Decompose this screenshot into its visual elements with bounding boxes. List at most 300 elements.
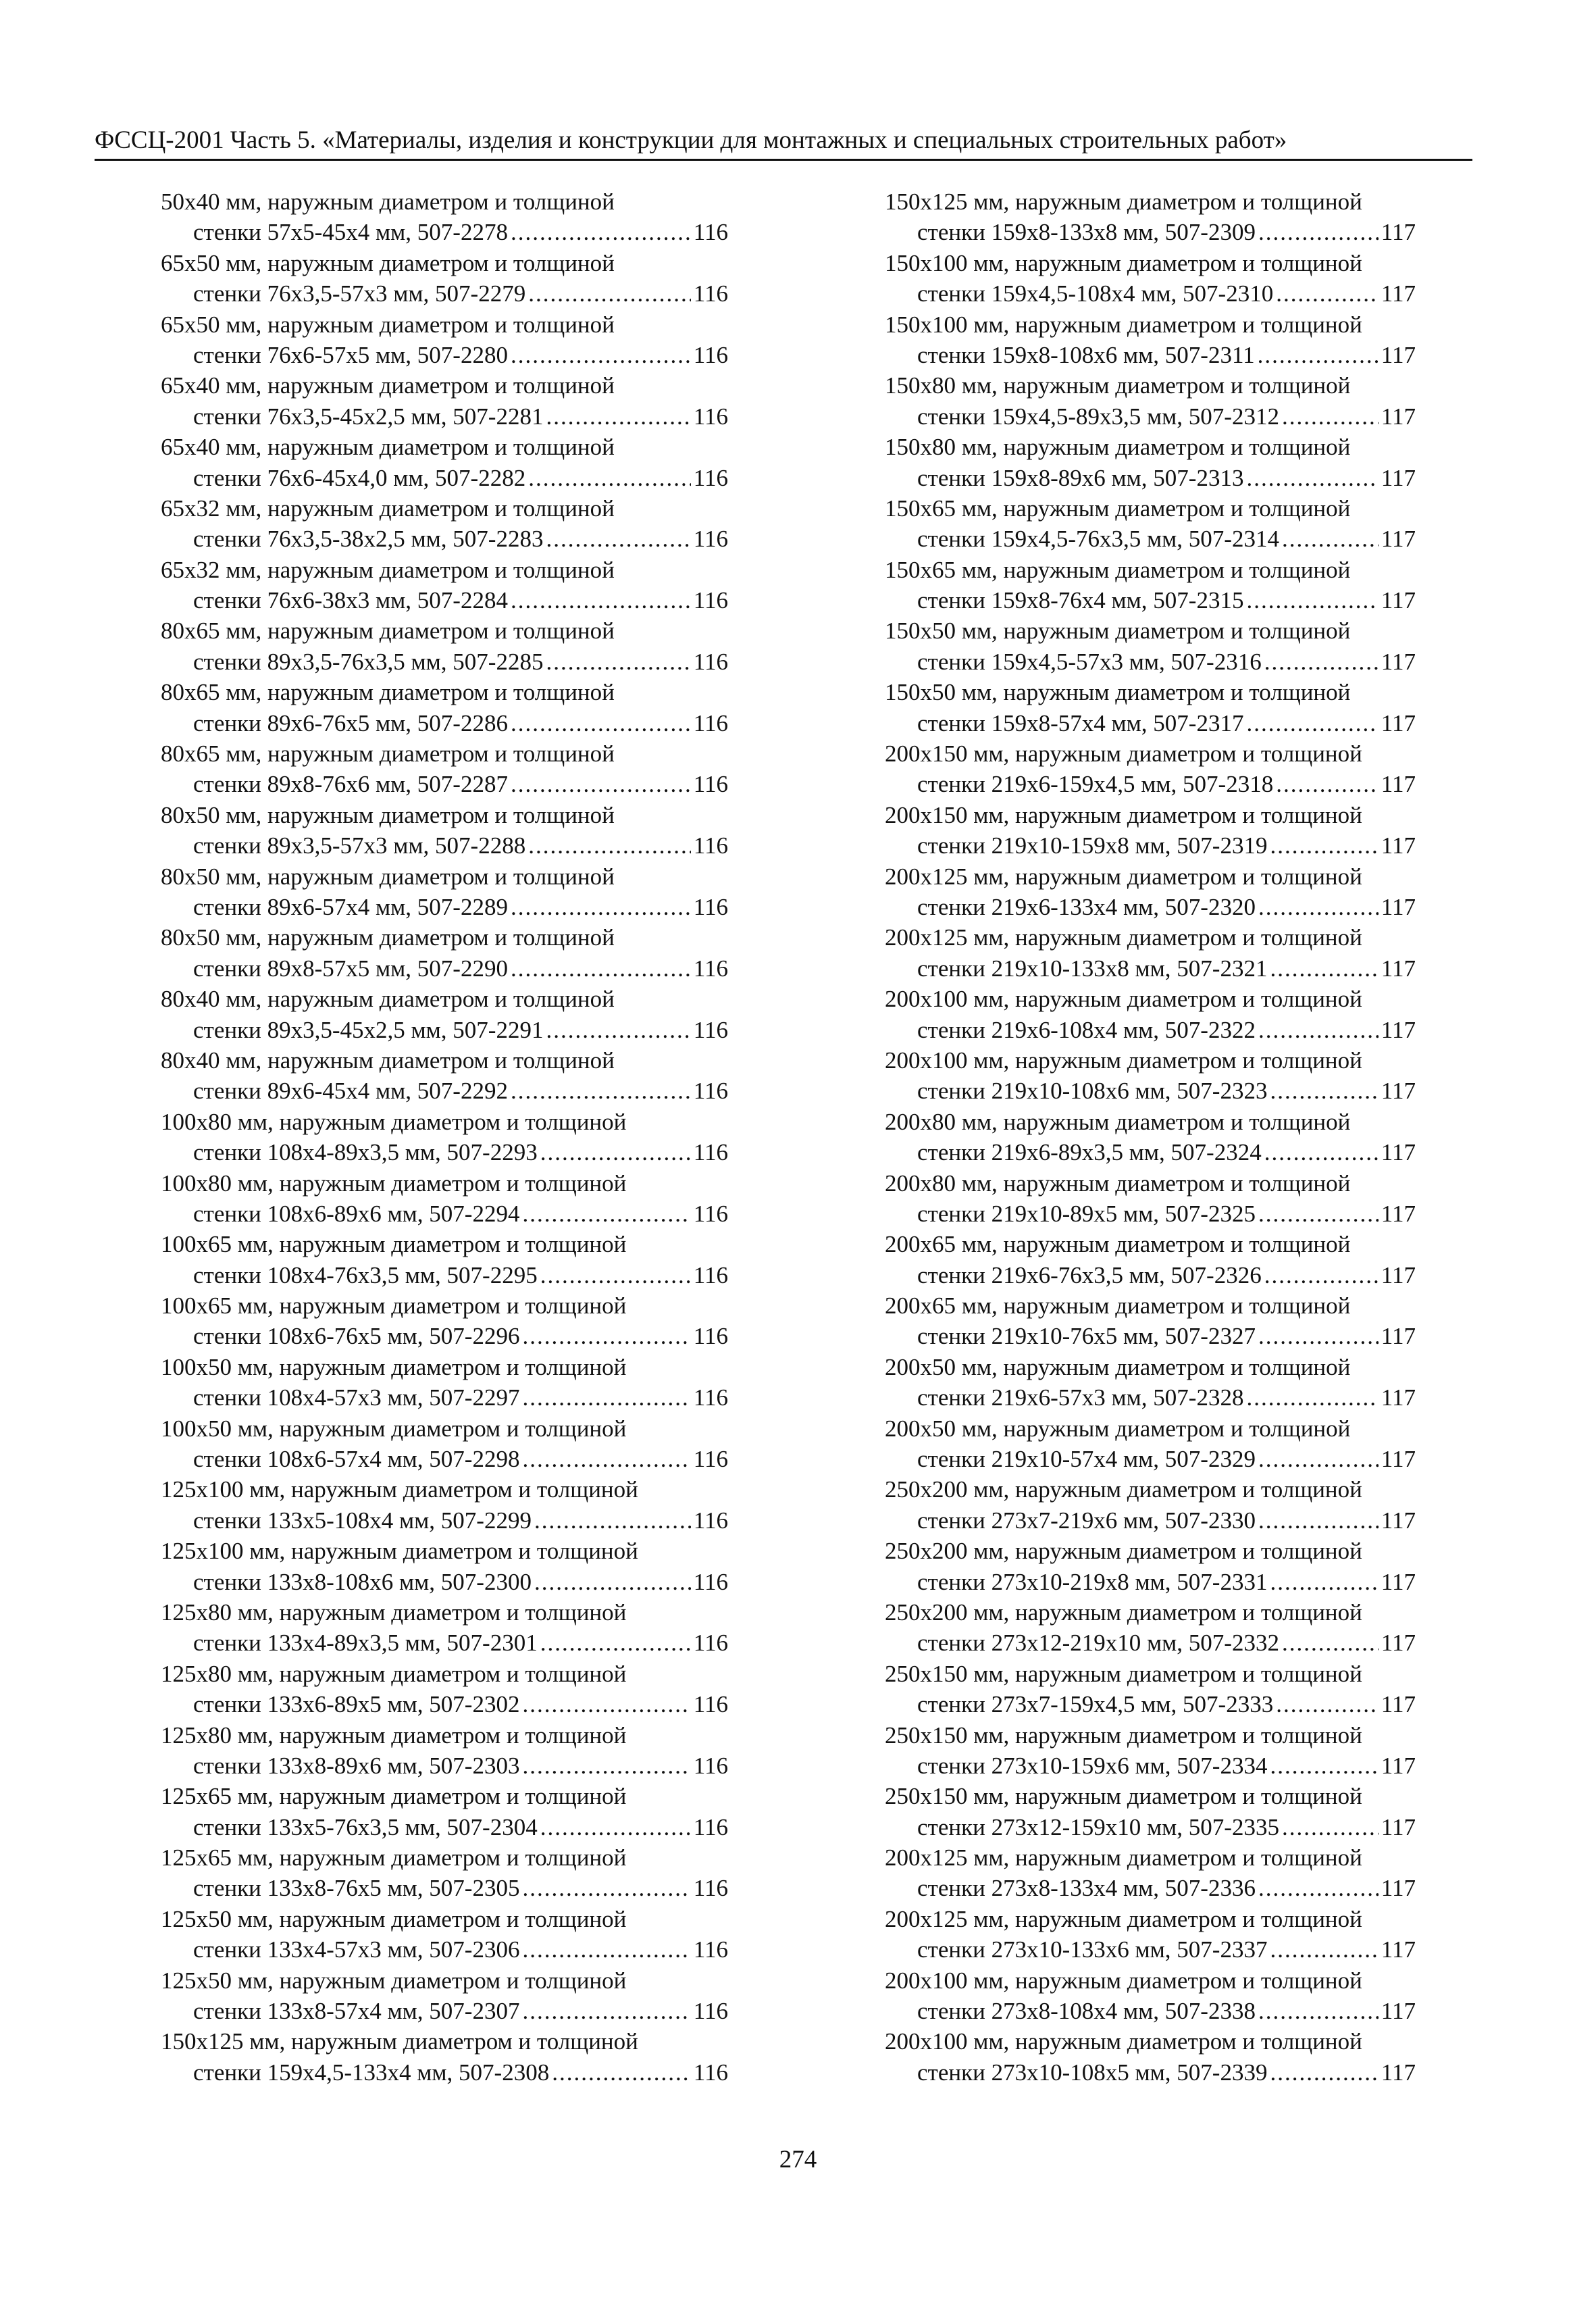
entry-title: 200x150 мм, наружным диаметром и толщиной bbox=[885, 801, 1362, 828]
index-entry bbox=[885, 922, 1416, 984]
entry-detail-line bbox=[161, 1628, 728, 1658]
entry-detail-line bbox=[161, 1015, 728, 1045]
entry-detail: стенки 108x6-76x5 мм, 507-2296 bbox=[193, 1323, 520, 1350]
entry-title: 150x65 мм, наружным диаметром и толщиной bbox=[885, 495, 1351, 522]
dot-leader bbox=[1264, 1260, 1379, 1290]
entry-detail-line bbox=[885, 892, 1416, 922]
index-entry bbox=[885, 1229, 1416, 1290]
entry-title: 80x65 мм, наружным диаметром и толщиной bbox=[161, 740, 615, 768]
dot-leader bbox=[1258, 340, 1379, 370]
entry-title: 200x100 мм, наружным диаметром и толщиной bbox=[885, 2028, 1362, 2055]
entry-title: 80x50 мм, наружным диаметром и толщиной bbox=[161, 863, 615, 890]
entry-detail: стенки 159x4,5-57x3 мм, 507-2316 bbox=[917, 648, 1262, 675]
entry-page: 117 bbox=[1381, 1384, 1416, 1411]
index-entry bbox=[885, 1536, 1416, 1597]
entry-page: 116 bbox=[693, 1813, 728, 1840]
entry-detail: стенки 219x6-57x3 мм, 507-2328 bbox=[917, 1384, 1244, 1411]
entry-detail-line bbox=[161, 217, 728, 247]
index-column-right bbox=[885, 186, 1416, 2088]
entry-detail-line bbox=[161, 401, 728, 432]
entry-detail-line bbox=[885, 708, 1416, 738]
entry-detail-line bbox=[161, 1199, 728, 1229]
entry-detail: стенки 273x12-219x10 мм, 507-2332 bbox=[917, 1630, 1279, 1657]
entry-page: 116 bbox=[693, 464, 728, 491]
entry-detail: стенки 108x6-89x6 мм, 507-2294 bbox=[193, 1200, 520, 1227]
entry-title: 200x100 мм, наружным диаметром и толщиной bbox=[885, 1967, 1362, 1994]
dot-leader bbox=[522, 1382, 690, 1413]
index-entry bbox=[161, 1168, 728, 1230]
entry-page: 117 bbox=[1381, 1507, 1416, 1534]
entry-detail-line bbox=[161, 1137, 728, 1167]
entry-title: 200x125 мм, наружным диаметром и толщиной bbox=[885, 863, 1362, 890]
entry-detail: стенки 219x10-89x5 мм, 507-2325 bbox=[917, 1200, 1256, 1227]
entry-detail: стенки 273x12-159x10 мм, 507-2335 bbox=[917, 1813, 1279, 1840]
dot-leader bbox=[528, 278, 691, 309]
entry-detail: стенки 108x4-76x3,5 мм, 507-2295 bbox=[193, 1261, 538, 1288]
entry-detail: стенки 133x8-108x6 мм, 507-2300 bbox=[193, 1568, 532, 1595]
dot-leader bbox=[534, 1505, 691, 1536]
dot-leader bbox=[522, 1321, 690, 1351]
entry-detail-line bbox=[885, 1567, 1416, 1597]
entry-detail-line bbox=[885, 401, 1416, 432]
entry-detail: стенки 76x6-57x5 мм, 507-2280 bbox=[193, 341, 508, 368]
entry-detail-line bbox=[885, 463, 1416, 493]
entry-detail-line bbox=[161, 463, 728, 493]
entry-detail: стенки 219x10-57x4 мм, 507-2329 bbox=[917, 1446, 1256, 1473]
entry-title: 125x100 мм, наружным диаметром и толщиной bbox=[161, 1538, 638, 1565]
dot-leader bbox=[1270, 2057, 1378, 2088]
dot-leader bbox=[522, 1751, 690, 1781]
dot-leader bbox=[534, 1567, 691, 1597]
dot-leader bbox=[511, 1076, 691, 1106]
entry-page: 117 bbox=[1381, 1752, 1416, 1779]
entry-detail-line bbox=[885, 2057, 1416, 2088]
entry-detail-line bbox=[885, 1199, 1416, 1229]
entry-title: 65x40 мм, наружным диаметром и толщиной bbox=[161, 434, 615, 461]
entry-title: 200x100 мм, наружным диаметром и толщиной bbox=[885, 1047, 1362, 1074]
entry-page: 116 bbox=[693, 1078, 728, 1105]
index-entry bbox=[161, 1352, 728, 1413]
entry-page: 116 bbox=[693, 280, 728, 307]
entry-detail: стенки 76x3,5-45x2,5 мм, 507-2281 bbox=[193, 403, 544, 430]
index-entry bbox=[161, 309, 728, 371]
entry-detail: стенки 89x3,5-57x3 мм, 507-2288 bbox=[193, 832, 526, 859]
entry-title: 100x65 мм, наружным диаметром и толщиной bbox=[161, 1292, 627, 1319]
entry-title: 125x100 мм, наружным диаметром и толщиной bbox=[161, 1476, 638, 1503]
index-entry bbox=[161, 677, 728, 738]
entry-detail-line bbox=[161, 708, 728, 738]
entry-title: 250x200 мм, наружным диаметром и толщиной bbox=[885, 1538, 1362, 1565]
entry-detail-line bbox=[161, 647, 728, 677]
entry-detail-line bbox=[161, 1321, 728, 1351]
index-entry bbox=[161, 432, 728, 493]
entry-title: 150x50 мм, наружным диаметром и толщиной bbox=[885, 679, 1351, 706]
dot-leader bbox=[1276, 278, 1379, 309]
dot-leader bbox=[511, 953, 691, 984]
index-entry bbox=[885, 555, 1416, 616]
entry-detail: стенки 159x4,5-89x3,5 мм, 507-2312 bbox=[917, 403, 1279, 430]
entry-title: 65x32 мм, наружным диаметром и толщиной bbox=[161, 495, 615, 522]
index-entry bbox=[885, 677, 1416, 738]
entry-page: 116 bbox=[693, 893, 728, 920]
index-entry bbox=[885, 738, 1416, 800]
entry-detail: стенки 89x3,5-76x3,5 мм, 507-2285 bbox=[193, 648, 544, 675]
entry-detail: стенки 159x8-133x8 мм, 507-2309 bbox=[917, 219, 1256, 246]
index-entry bbox=[885, 1045, 1416, 1107]
entry-page: 116 bbox=[693, 1691, 728, 1718]
entry-detail: стенки 89x8-76x6 мм, 507-2287 bbox=[193, 771, 508, 798]
entry-page: 117 bbox=[1381, 648, 1416, 675]
dot-leader bbox=[511, 708, 691, 738]
entry-detail-line bbox=[885, 278, 1416, 309]
entry-title: 150x100 мм, наружным диаметром и толщиной bbox=[885, 249, 1362, 276]
entry-page: 116 bbox=[693, 1936, 728, 1963]
entry-detail-line bbox=[885, 1015, 1416, 1045]
index-entry bbox=[885, 800, 1416, 861]
dot-leader bbox=[540, 1260, 691, 1290]
dot-leader bbox=[1258, 892, 1379, 922]
entry-page: 116 bbox=[693, 1568, 728, 1595]
entry-detail-line bbox=[161, 1751, 728, 1781]
entry-page: 116 bbox=[693, 219, 728, 246]
entry-title: 250x150 мм, наружным диаметром и толщиной bbox=[885, 1660, 1362, 1687]
entry-title: 200x125 мм, наружным диаметром и толщиной bbox=[885, 924, 1362, 951]
dot-leader bbox=[1246, 585, 1378, 615]
entry-page: 117 bbox=[1381, 1691, 1416, 1718]
entry-detail-line bbox=[885, 1137, 1416, 1167]
index-entry bbox=[161, 984, 728, 1045]
entry-page: 117 bbox=[1381, 1630, 1416, 1657]
entry-title: 125x80 мм, наружным диаметром и толщиной bbox=[161, 1660, 627, 1687]
entry-detail: стенки 133x4-89x3,5 мм, 507-2301 bbox=[193, 1630, 538, 1657]
entry-detail: стенки 219x10-76x5 мм, 507-2327 bbox=[917, 1323, 1256, 1350]
entry-title: 200x100 мм, наружным диаметром и толщиной bbox=[885, 986, 1362, 1013]
index-entry bbox=[161, 1965, 728, 2027]
dot-leader bbox=[522, 1873, 690, 1903]
entry-detail-line bbox=[885, 1321, 1416, 1351]
entry-title: 150x50 мм, наружным диаметром и толщиной bbox=[885, 618, 1351, 645]
entry-page: 117 bbox=[1381, 709, 1416, 736]
entry-title: 80x50 мм, наружным диаметром и толщиной bbox=[161, 801, 615, 828]
entry-page: 117 bbox=[1381, 587, 1416, 614]
entry-page: 117 bbox=[1381, 1446, 1416, 1473]
entry-detail: стенки 219x6-108x4 мм, 507-2322 bbox=[917, 1016, 1256, 1043]
dot-leader bbox=[1258, 217, 1379, 247]
entry-detail-line bbox=[885, 830, 1416, 861]
index-entry bbox=[161, 493, 728, 555]
entry-detail-line bbox=[885, 1444, 1416, 1474]
dot-leader bbox=[1282, 401, 1379, 432]
entry-page: 117 bbox=[1381, 1078, 1416, 1105]
entry-page: 117 bbox=[1381, 1936, 1416, 1963]
entry-page: 116 bbox=[693, 1630, 728, 1657]
entry-title: 200x80 мм, наружным диаметром и толщиной bbox=[885, 1108, 1351, 1135]
entry-detail: стенки 273x10-133x6 мм, 507-2337 bbox=[917, 1936, 1268, 1963]
entry-title: 100x65 мм, наружным диаметром и толщиной bbox=[161, 1231, 627, 1258]
entry-detail-line bbox=[885, 647, 1416, 677]
entry-page: 116 bbox=[693, 1875, 728, 1902]
entry-page: 117 bbox=[1381, 2059, 1416, 2086]
index-entry bbox=[161, 370, 728, 432]
entry-title: 150x65 мм, наружным диаметром и толщиной bbox=[885, 556, 1351, 583]
entry-page: 117 bbox=[1381, 1016, 1416, 1043]
entry-title: 100x80 мм, наружным диаметром и толщиной bbox=[161, 1108, 627, 1135]
index-entry bbox=[161, 922, 728, 984]
entry-page: 116 bbox=[693, 1200, 728, 1227]
entry-page: 117 bbox=[1381, 1261, 1416, 1288]
dot-leader bbox=[546, 524, 690, 554]
entry-page: 116 bbox=[693, 341, 728, 368]
index-entry bbox=[161, 2026, 728, 2088]
entry-detail-line bbox=[885, 1812, 1416, 1842]
entry-detail-line bbox=[161, 1444, 728, 1474]
dot-leader bbox=[546, 401, 690, 432]
entry-title: 125x50 мм, наружным диаметром и толщиной bbox=[161, 1967, 627, 1994]
index-entry bbox=[161, 1659, 728, 1720]
entry-detail: стенки 159x8-57x4 мм, 507-2317 bbox=[917, 709, 1244, 736]
entry-detail: стенки 133x5-108x4 мм, 507-2299 bbox=[193, 1507, 532, 1534]
entry-detail-line bbox=[885, 1076, 1416, 1106]
dot-leader bbox=[1258, 1996, 1379, 2026]
index-entry bbox=[161, 1229, 728, 1290]
entry-detail: стенки 89x3,5-45x2,5 мм, 507-2291 bbox=[193, 1016, 544, 1043]
entry-detail-line bbox=[161, 524, 728, 554]
entry-detail: стенки 76x6-45x4,0 мм, 507-2282 bbox=[193, 464, 526, 491]
entry-detail-line bbox=[161, 278, 728, 309]
entry-detail: стенки 219x6-89x3,5 мм, 507-2324 bbox=[917, 1139, 1262, 1166]
index-entry bbox=[161, 186, 728, 248]
entry-detail: стенки 219x10-159x8 мм, 507-2319 bbox=[917, 832, 1268, 859]
dot-leader bbox=[1258, 1444, 1379, 1474]
entry-title: 65x40 мм, наружным диаметром и толщиной bbox=[161, 372, 615, 399]
entry-detail-line bbox=[885, 1260, 1416, 1290]
entry-page: 117 bbox=[1381, 955, 1416, 982]
entry-title: 200x80 мм, наружным диаметром и толщиной bbox=[885, 1169, 1351, 1197]
entry-detail: стенки 76x6-38x3 мм, 507-2284 bbox=[193, 587, 508, 614]
entry-title: 250x200 мм, наружным диаметром и толщиной bbox=[885, 1599, 1362, 1626]
entry-title: 80x65 мм, наружным диаметром и толщиной bbox=[161, 679, 615, 706]
entry-title: 200x65 мм, наружным диаметром и толщиной bbox=[885, 1292, 1351, 1319]
entry-title: 150x80 мм, наружным диаметром и толщиной bbox=[885, 434, 1351, 461]
entry-page: 117 bbox=[1381, 832, 1416, 859]
entry-detail-line bbox=[885, 1628, 1416, 1658]
entry-title: 200x50 мм, наружным диаметром и толщиной bbox=[885, 1353, 1351, 1380]
entry-page: 117 bbox=[1381, 1568, 1416, 1595]
entry-page: 116 bbox=[693, 587, 728, 614]
entry-detail: стенки 133x8-89x6 мм, 507-2303 bbox=[193, 1752, 520, 1779]
entry-detail: стенки 89x6-76x5 мм, 507-2286 bbox=[193, 709, 508, 736]
entry-detail: стенки 219x10-133x8 мм, 507-2321 bbox=[917, 955, 1268, 982]
entry-detail: стенки 133x6-89x5 мм, 507-2302 bbox=[193, 1691, 520, 1718]
entry-title: 80x40 мм, наружным диаметром и толщиной bbox=[161, 986, 615, 1013]
entry-title: 125x65 мм, наружным диаметром и толщиной bbox=[161, 1844, 627, 1871]
entry-detail-line bbox=[885, 340, 1416, 370]
index-entry bbox=[885, 1659, 1416, 1720]
entry-detail: стенки 273x10-159x6 мм, 507-2334 bbox=[917, 1752, 1268, 1779]
dot-leader bbox=[1258, 1873, 1379, 1903]
entry-detail-line bbox=[161, 953, 728, 984]
entry-detail: стенки 57x5-45x4 мм, 507-2278 bbox=[193, 219, 508, 246]
entry-page: 117 bbox=[1381, 464, 1416, 491]
entry-title: 125x50 мм, наружным диаметром и толщиной bbox=[161, 1905, 627, 1932]
entry-detail-line bbox=[885, 1996, 1416, 2026]
index-entry bbox=[885, 2026, 1416, 2088]
entry-detail: стенки 108x4-57x3 мм, 507-2297 bbox=[193, 1384, 520, 1411]
entry-page: 116 bbox=[693, 709, 728, 736]
dot-leader bbox=[1258, 1321, 1379, 1351]
index-entry bbox=[161, 1413, 728, 1475]
entry-detail: стенки 133x4-57x3 мм, 507-2306 bbox=[193, 1936, 520, 1963]
index-entry bbox=[161, 1781, 728, 1842]
entry-detail-line bbox=[885, 217, 1416, 247]
entry-title: 65x50 мм, наружным диаметром и толщиной bbox=[161, 249, 615, 276]
entry-detail-line bbox=[161, 1996, 728, 2026]
index-entry bbox=[885, 1168, 1416, 1230]
index-entry bbox=[885, 493, 1416, 555]
entry-page: 116 bbox=[693, 1384, 728, 1411]
dot-leader bbox=[1282, 524, 1379, 554]
dot-leader bbox=[540, 1137, 691, 1167]
index-entry bbox=[885, 309, 1416, 371]
entry-detail-line bbox=[885, 1689, 1416, 1719]
dot-leader bbox=[522, 1996, 690, 2026]
index-entry bbox=[161, 1107, 728, 1168]
dot-leader bbox=[522, 1199, 690, 1229]
entry-title: 100x50 мм, наружным диаметром и толщиной bbox=[161, 1415, 627, 1442]
entry-page: 117 bbox=[1381, 341, 1416, 368]
index-entry bbox=[161, 1474, 728, 1536]
dot-leader bbox=[511, 585, 691, 615]
entry-detail-line bbox=[161, 585, 728, 615]
entry-title: 50x40 мм, наружным диаметром и толщиной bbox=[161, 188, 615, 215]
entry-title: 80x40 мм, наружным диаметром и толщиной bbox=[161, 1047, 615, 1074]
entry-detail-line bbox=[885, 769, 1416, 799]
entry-detail: стенки 89x8-57x5 мм, 507-2290 bbox=[193, 955, 508, 982]
entry-title: 150x80 мм, наружным диаметром и толщиной bbox=[885, 372, 1351, 399]
entry-detail: стенки 159x8-108x6 мм, 507-2311 bbox=[917, 341, 1255, 368]
entry-page: 117 bbox=[1381, 1875, 1416, 1902]
index-entry bbox=[885, 1720, 1416, 1782]
index-entry bbox=[885, 186, 1416, 248]
entry-detail-line bbox=[161, 340, 728, 370]
entry-detail-line bbox=[161, 1567, 728, 1597]
dot-leader bbox=[1258, 1199, 1379, 1229]
index-entry bbox=[161, 1720, 728, 1782]
entry-detail-line bbox=[161, 769, 728, 799]
index-entry bbox=[161, 800, 728, 861]
entry-detail: стенки 159x8-76x4 мм, 507-2315 bbox=[917, 587, 1244, 614]
entry-detail-line bbox=[885, 1382, 1416, 1413]
index-entry bbox=[885, 248, 1416, 309]
entry-page: 117 bbox=[1381, 1998, 1416, 2025]
entry-page: 117 bbox=[1381, 1200, 1416, 1227]
index-entry bbox=[885, 984, 1416, 1045]
index-entry bbox=[885, 1352, 1416, 1413]
entry-detail: стенки 159x4,5-76x3,5 мм, 507-2314 bbox=[917, 526, 1279, 553]
dot-leader bbox=[1270, 830, 1378, 861]
index-entry bbox=[161, 1597, 728, 1659]
entry-title: 80x50 мм, наружным диаметром и толщиной bbox=[161, 924, 615, 951]
entry-detail-line bbox=[885, 1751, 1416, 1781]
entry-page: 116 bbox=[693, 403, 728, 430]
entry-detail: стенки 89x6-57x4 мм, 507-2289 bbox=[193, 893, 508, 920]
dot-leader bbox=[1246, 708, 1378, 738]
entry-detail: стенки 76x3,5-57x3 мм, 507-2279 bbox=[193, 280, 526, 307]
entry-detail: стенки 219x6-76x3,5 мм, 507-2326 bbox=[917, 1261, 1262, 1288]
entry-page: 117 bbox=[1381, 526, 1416, 553]
page-number: 274 bbox=[779, 2146, 817, 2173]
entry-detail: стенки 219x6-133x4 мм, 507-2320 bbox=[917, 893, 1256, 920]
entry-detail: стенки 273x7-159x4,5 мм, 507-2333 bbox=[917, 1691, 1274, 1718]
entry-detail: стенки 133x8-76x5 мм, 507-2305 bbox=[193, 1875, 520, 1902]
index-entry bbox=[885, 432, 1416, 493]
entry-title: 200x125 мм, наружным диаметром и толщиной bbox=[885, 1844, 1362, 1871]
entry-title: 200x50 мм, наружным диаметром и толщиной bbox=[885, 1415, 1351, 1442]
entry-page: 117 bbox=[1381, 1813, 1416, 1840]
dot-leader bbox=[1270, 1567, 1378, 1597]
entry-detail: стенки 133x5-76x3,5 мм, 507-2304 bbox=[193, 1813, 538, 1840]
dot-leader bbox=[1270, 1076, 1378, 1106]
dot-leader bbox=[1276, 1689, 1379, 1719]
entry-detail: стенки 133x8-57x4 мм, 507-2307 bbox=[193, 1998, 520, 2025]
dot-leader bbox=[1264, 1137, 1379, 1167]
entry-page: 117 bbox=[1381, 403, 1416, 430]
entry-page: 116 bbox=[693, 1016, 728, 1043]
index-entry bbox=[161, 1842, 728, 1904]
dot-leader bbox=[522, 1444, 690, 1474]
entry-detail-line bbox=[161, 1689, 728, 1719]
entry-title: 200x150 мм, наружным диаметром и толщиной bbox=[885, 740, 1362, 768]
entry-detail: стенки 273x8-108x4 мм, 507-2338 bbox=[917, 1998, 1256, 2025]
index-entry bbox=[885, 1597, 1416, 1659]
entry-title: 150x125 мм, наружным диаметром и толщиной bbox=[161, 2028, 638, 2055]
entry-detail: стенки 273x10-219x8 мм, 507-2331 bbox=[917, 1568, 1268, 1595]
index-column-left bbox=[161, 186, 728, 2088]
entry-detail-line bbox=[885, 1934, 1416, 1965]
entry-page: 117 bbox=[1381, 1323, 1416, 1350]
entry-title: 250x150 мм, наружным диаметром и толщиной bbox=[885, 1783, 1362, 1810]
dot-leader bbox=[528, 830, 691, 861]
entry-detail: стенки 108x6-57x4 мм, 507-2298 bbox=[193, 1446, 520, 1473]
entry-page: 116 bbox=[693, 832, 728, 859]
entry-page: 116 bbox=[693, 1261, 728, 1288]
entry-page: 116 bbox=[693, 648, 728, 675]
entry-page: 116 bbox=[693, 1323, 728, 1350]
entry-detail: стенки 273x8-133x4 мм, 507-2336 bbox=[917, 1875, 1256, 1902]
entry-detail: стенки 76x3,5-38x2,5 мм, 507-2283 bbox=[193, 526, 544, 553]
entry-detail-line bbox=[161, 1505, 728, 1536]
entry-detail-line bbox=[161, 1873, 728, 1903]
entry-page: 116 bbox=[693, 1998, 728, 2025]
dot-leader bbox=[522, 1934, 690, 1965]
entry-title: 150x125 мм, наружным диаметром и толщиной bbox=[885, 188, 1362, 215]
index-entry bbox=[161, 1536, 728, 1597]
entry-title: 200x125 мм, наружным диаметром и толщиной bbox=[885, 1905, 1362, 1932]
entry-title: 250x150 мм, наружным диаметром и толщиной bbox=[885, 1721, 1362, 1749]
dot-leader bbox=[511, 340, 691, 370]
entry-title: 100x80 мм, наружным диаметром и толщиной bbox=[161, 1169, 627, 1197]
index-entry bbox=[885, 1290, 1416, 1352]
dot-leader bbox=[1270, 1751, 1378, 1781]
entry-detail-line bbox=[161, 1812, 728, 1842]
dot-leader bbox=[540, 1812, 691, 1842]
entry-detail: стенки 219x10-108x6 мм, 507-2323 bbox=[917, 1078, 1268, 1105]
index-entry bbox=[161, 861, 728, 923]
entry-title: 200x65 мм, наружным диаметром и толщиной bbox=[885, 1231, 1351, 1258]
dot-leader bbox=[1258, 1505, 1379, 1536]
entry-title: 65x50 мм, наружным диаметром и толщиной bbox=[161, 311, 615, 338]
dot-leader bbox=[1246, 1382, 1378, 1413]
